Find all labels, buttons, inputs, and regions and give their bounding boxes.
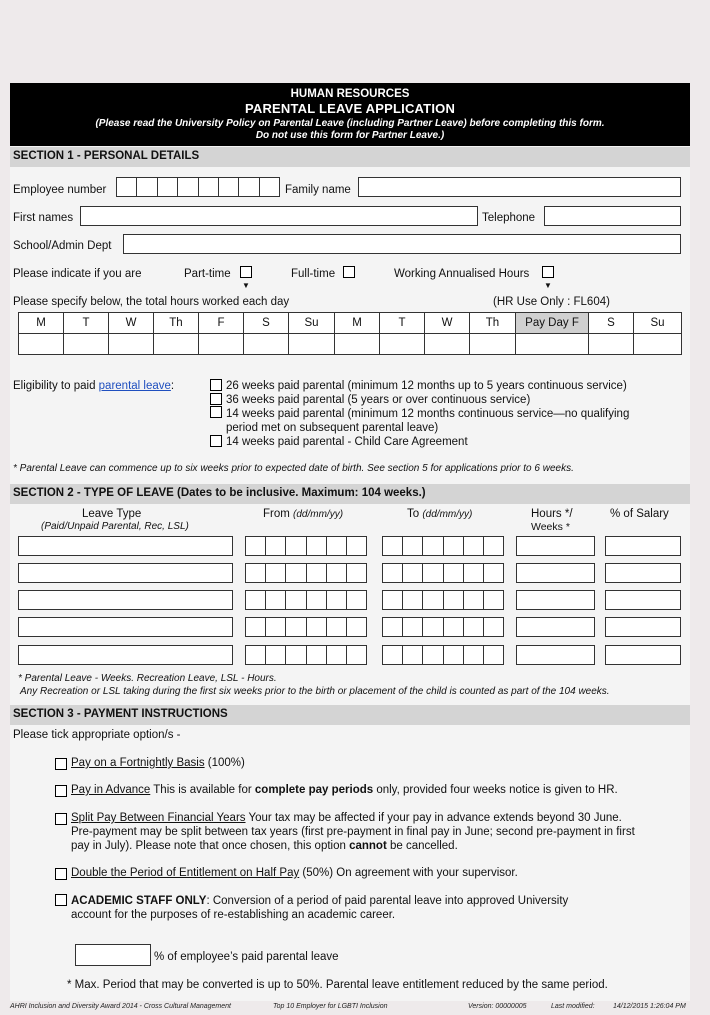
family-name-input[interactable] — [358, 177, 681, 197]
eligibility-14-checkbox[interactable] — [210, 406, 222, 418]
hours-cell[interactable] — [244, 334, 289, 355]
part-time-checkbox[interactable] — [240, 266, 252, 278]
hours-cell[interactable] — [589, 334, 634, 355]
day-header: M — [19, 313, 64, 334]
salary-input[interactable] — [605, 590, 681, 610]
academic-staff-checkbox[interactable] — [55, 894, 67, 906]
hours-weeks-input[interactable] — [516, 617, 595, 637]
family-name-label: Family name — [285, 184, 351, 196]
hours-weeks-input[interactable] — [516, 563, 595, 583]
leave-type-input[interactable] — [18, 536, 233, 556]
hours-cell[interactable] — [109, 334, 154, 355]
hours-weeks-input[interactable] — [516, 590, 595, 610]
first-names-input[interactable] — [80, 206, 478, 226]
footer-award: AHRI Inclusion and Diversity Award 2014 - Cross Cultural Management — [10, 1003, 231, 1010]
salary-input[interactable] — [605, 563, 681, 583]
hours-cell[interactable] — [425, 334, 470, 355]
school-dept-input[interactable] — [123, 234, 681, 254]
form-header — [10, 83, 690, 146]
hours-cell[interactable] — [470, 334, 516, 355]
split-pay-label: Split Pay Between Financial Years Your tax may be affected if your pay in advance extends beyond 30 June. — [71, 812, 622, 824]
from-date-input[interactable] — [245, 536, 367, 556]
hours-header: Hours */ — [531, 508, 573, 520]
eligibility-childcare-checkbox[interactable] — [210, 435, 222, 447]
percentage-input[interactable] — [75, 944, 151, 966]
from-date-input[interactable] — [245, 590, 367, 610]
footer-modified: 14/12/2015 1:26:04 PM — [613, 1003, 686, 1010]
hours-cell[interactable] — [516, 334, 589, 355]
hours-cell[interactable] — [380, 334, 425, 355]
half-pay-label: Double the Period of Entitlement on Half Pay (50%) On agreement with your supervisor. — [71, 867, 518, 879]
percentage-label: % of employee’s paid parental leave — [154, 951, 339, 963]
footer-version: Version: 00000005 — [468, 1003, 527, 1010]
full-time-label: Full-time — [291, 268, 336, 280]
parental-leave-link[interactable]: parental leave — [98, 380, 171, 392]
pay-advance-label: Pay in Advance This is available for complete pay periods only, provided four weeks notice is given to HR. — [71, 784, 618, 796]
leave-type-subheader: (Paid/Unpaid Parental, Rec, LSL) — [41, 521, 189, 532]
eligibility-label: Eligibility to paid parental leave: — [13, 380, 175, 392]
employee-number-input[interactable] — [116, 177, 280, 197]
eligibility-14-label-cont: period met on subsequent parental leave) — [226, 422, 439, 434]
day-header: T — [64, 313, 109, 334]
weeks-header: Weeks * — [531, 521, 570, 533]
leave-type-input[interactable] — [18, 645, 233, 665]
to-date-input[interactable] — [382, 645, 504, 665]
annualised-label: Working Annualised Hours — [394, 268, 530, 280]
telephone-label: Telephone — [482, 212, 536, 224]
day-header: W — [425, 313, 470, 334]
specify-hours-label: Please specify below, the total hours worked each day — [13, 296, 290, 308]
eligibility-36-label: 36 weeks paid parental (5 years or over continuous service) — [226, 394, 531, 406]
hours-input-row — [19, 334, 682, 355]
salary-header: % of Salary — [610, 508, 669, 520]
day-header: S — [589, 313, 634, 334]
tick-instruction: Please tick appropriate option/s - — [13, 729, 181, 741]
header-note-1: (Please read the University Policy on Parental Leave (including Partner Leave) before completing this form. — [95, 118, 605, 129]
leave-type-input[interactable] — [18, 590, 233, 610]
section3-title: SECTION 3 - PAYMENT INSTRUCTIONS — [10, 705, 690, 725]
hr-use-label: (HR Use Only : FL604) — [493, 296, 610, 308]
hours-cell[interactable] — [634, 334, 682, 355]
to-date-input[interactable] — [382, 563, 504, 583]
footer-modified-label: Last modified: — [551, 1003, 595, 1010]
eligibility-36-checkbox[interactable] — [210, 393, 222, 405]
section2-note-1: * Parental Leave - Weeks. Recreation Leave, LSL - Hours. — [18, 673, 277, 684]
day-header-row — [19, 313, 682, 334]
hours-weeks-input[interactable] — [516, 645, 595, 665]
section1-note: * Parental Leave can commence up to six weeks prior to expected date of birth. See section 5 for applications prior to 6 weeks. — [13, 463, 574, 474]
day-header: Su — [289, 313, 335, 334]
dept-title: HUMAN RESOURCES — [290, 88, 410, 100]
from-date-input[interactable] — [245, 645, 367, 665]
eligibility-26-checkbox[interactable] — [210, 379, 222, 391]
to-date-input[interactable] — [382, 617, 504, 637]
hours-cell[interactable] — [199, 334, 244, 355]
leave-type-input[interactable] — [18, 617, 233, 637]
fortnightly-checkbox[interactable] — [55, 758, 67, 770]
from-date-input[interactable] — [245, 563, 367, 583]
full-time-checkbox[interactable] — [343, 266, 355, 278]
to-date-input[interactable] — [382, 536, 504, 556]
day-header: S — [244, 313, 289, 334]
fortnightly-label: Pay on a Fortnightly Basis (100%) — [71, 757, 245, 769]
eligibility-childcare-label: 14 weeks paid parental - Child Care Agreement — [226, 436, 468, 448]
arrow-down-icon: ▼ — [242, 281, 250, 290]
hours-cell[interactable] — [154, 334, 199, 355]
telephone-input[interactable] — [544, 206, 681, 226]
half-pay-checkbox[interactable] — [55, 868, 67, 880]
leave-type-header: Leave Type — [82, 508, 142, 520]
day-header: T — [380, 313, 425, 334]
hours-cell[interactable] — [64, 334, 109, 355]
day-header: F — [199, 313, 244, 334]
to-header: To (dd/mm/yy) — [407, 508, 473, 520]
salary-input[interactable] — [605, 645, 681, 665]
pay-advance-checkbox[interactable] — [55, 785, 67, 797]
section2-title: SECTION 2 - TYPE OF LEAVE (Dates to be inclusive. Maximum: 104 weeks.) — [10, 484, 690, 504]
salary-input[interactable] — [605, 536, 681, 556]
day-header: M — [335, 313, 380, 334]
from-date-input[interactable] — [245, 617, 367, 637]
day-header: Su — [634, 313, 682, 334]
split-pay-detail: Pre-payment may be split between tax years (first pre-payment in final pay in June; second pre-payment in first — [71, 826, 635, 838]
leave-type-input[interactable] — [18, 563, 233, 583]
day-header: Th — [470, 313, 516, 334]
eligibility-26-label: 26 weeks paid parental (minimum 12 months up to 5 years continuous service) — [226, 380, 627, 392]
hours-cell[interactable] — [19, 334, 64, 355]
hours-cell[interactable] — [335, 334, 380, 355]
academic-staff-label: ACADEMIC STAFF ONLY: Conversion of a period of paid parental leave into approved University — [71, 895, 569, 907]
salary-input[interactable] — [605, 617, 681, 637]
split-pay-detail-2: pay in July). Please note that once chosen, this option cannot be cancelled. — [71, 840, 458, 852]
first-names-label: First names — [13, 212, 74, 224]
day-header: Th — [154, 313, 199, 334]
eligibility-14-label: 14 weeks paid parental (minimum 12 months continuous service—no qualifying — [226, 408, 630, 420]
from-header: From (dd/mm/yy) — [263, 508, 344, 520]
section2-note-2: Any Recreation or LSL taking during the first six weeks prior to the birth or placement of the child is counted as part of the 104 weeks. — [20, 686, 610, 697]
form-title: PARENTAL LEAVE APPLICATION — [244, 101, 456, 116]
hours-table — [18, 312, 682, 355]
pay-day-header: Pay Day F — [516, 313, 589, 334]
annualised-checkbox[interactable] — [542, 266, 554, 278]
academic-staff-detail: account for the purposes of re-establishing an academic career. — [71, 909, 396, 921]
max-period-note: * Max. Period that may be converted is up to 50%. Parental leave entitlement reduced by the same period. — [67, 979, 608, 991]
section1-title: SECTION 1 - PERSONAL DETAILS — [10, 147, 690, 167]
footer-employer: Top 10 Employer for LGBTI Inclusion — [273, 1003, 388, 1010]
day-header: W — [109, 313, 154, 334]
school-dept-label: School/Admin Dept — [13, 240, 112, 252]
hours-weeks-input[interactable] — [516, 536, 595, 556]
header-note-2: Do not use this form for Partner Leave.) — [255, 130, 445, 141]
hours-cell[interactable] — [289, 334, 335, 355]
part-time-label: Part-time — [184, 268, 231, 280]
arrow-down-icon: ▼ — [544, 281, 552, 290]
employee-number-label: Employee number — [13, 184, 107, 196]
to-date-input[interactable] — [382, 590, 504, 610]
indicate-label: Please indicate if you are — [13, 268, 142, 280]
split-pay-checkbox[interactable] — [55, 813, 67, 825]
